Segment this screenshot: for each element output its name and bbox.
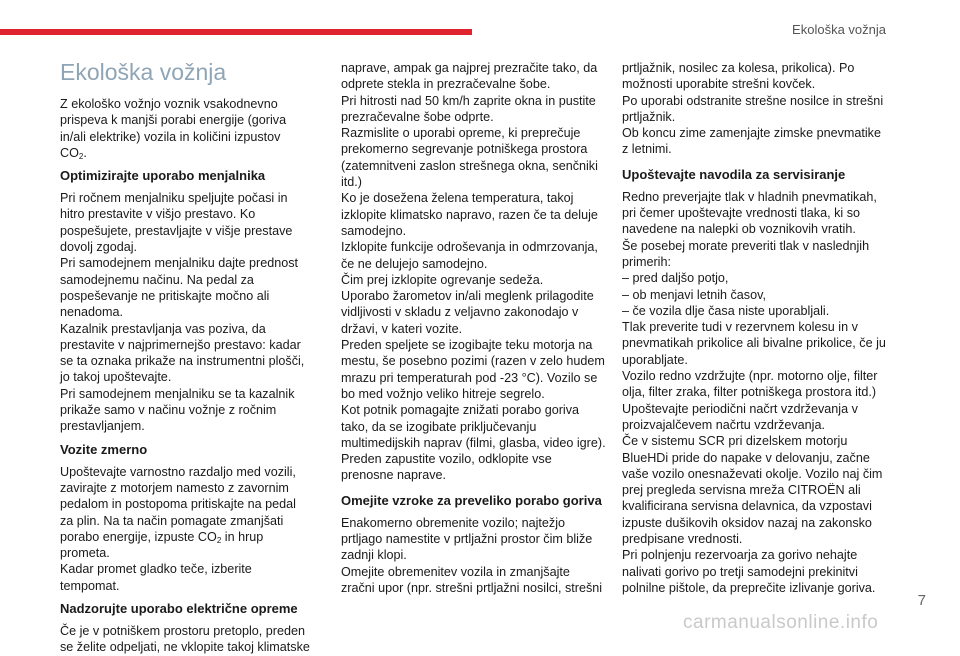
- intro-paragraph: [60, 96, 310, 161]
- column-1: [60, 58, 310, 656]
- section-paragraph: Redno preverjajte tlak v hladnih pnevmatikah, pri čemer upoštevajte vrednosti tlaka, ki so navedene na nalepki ob voznikovih vratih. Še posebej morate preveriti tlak v naslednjih primerih: – pred daljšo potjo, – ob menjavi letnih časov, – če vozila dlje časa niste uporabljali. Tlak preverite tudi v rezervnem kolesu in v pnevmatikah prikolice ali bivalne prikolice, če ju uporabljate. Vozilo redno vzdržujte (npr. motorno olje, filter olja, filter zraka, filter potniškega prostora itd.) Upoštevajte periodični načrt vzdrževanja v proizvajalčevem načrtu vzdrževanja. Če v sistemu SCR pri dizelskem motorju BlueHDi pride do napake v delovanju, začne vaše vozilo onesnaževati okolje. Vozilo naj čim prej pregleda servisna mreža CITROËN ali kvalificirana servisna delavnica, da vzpostavi izpuste dušikovih oksidov nazaj na zakonsko predpisane vrednosti. Pri polnjenju rezervoarja za gorivo nehajte nalivati gorivo po tretji samodejni prekinitvi polnilne pištole, da preprečite izlivanje goriva.: [622, 189, 886, 595]
- subscript: 2: [78, 151, 84, 161]
- subscript: 2: [216, 535, 222, 545]
- section-heading: Nadzorujte uporabo električne opreme: [60, 601, 298, 617]
- running-header: Ekološka vožnja: [792, 22, 886, 37]
- column-2: [341, 60, 606, 596]
- section-heading: Optimizirajte uporabo menjalnika: [60, 168, 266, 184]
- watermark: carmanualsonline.info: [683, 612, 879, 633]
- section-paragraph: naprave, ampak ga najprej prezračite tako, da odprete stekla in prezračevalne šobe. Pri hitrosti nad 50 km/h zaprite okna in pustite prezračevalne šobe odprte. Razmislite o uporabi opreme, ki preprečuje prekomerno segrevanje potniškega prostora (zatemnitveni zaslon strešnega okna, senčniki itd.) Ko je dosežena želena temperatura, takoj izklopite klimatsko napravo, razen če ta deluje samodejno. Izklopite funkcije odroševanja in odmrzovanja, če ne delujejo samodejno. Čim prej izklopite ogrevanje sedeža. Uporabo žarometov in/ali meglenk prilagodite vidljivosti v skladu z veljavno zakonodajo v državi, v kateri vozite. Preden speljete se izogibajte teku motorja na mestu, še posebno pozimi (razen v zelo hudem mrazu pri temperaturah pod -23 °C). Vozilo se bo med vožnjo veliko hitreje segrelo. Kot potnik pomagajte znižati porabo goriva tako, da se izogibate priključevanju multimedijskih naprav (filmi, glasba, video igre). Preden zapustite vozilo, odklopite vse prenosne naprave.: [341, 61, 606, 483]
- page-number: 7: [917, 592, 926, 609]
- intro-text: Z ekološko vožnjo voznik vsakodnevno prispeva k manjši porabi energije (goriva in/ali elektrike) vozila in količini izpustov CO: [60, 97, 287, 160]
- para-text: Upoštevajte varnostno razdaljo med vozili, zavirajte z motorjem namesto z zavornim pedalom in postopoma pritiskajte na pedal za plin. Na ta način pomagate zmanjšati porabo energije, izpuste CO: [60, 464, 296, 544]
- page-title: Ekološka vožnja: [60, 59, 227, 85]
- section-heading: Vozite zmerno: [60, 441, 148, 457]
- section-paragraph: Pri ročnem menjalniku speljujte počasi in hitro prestavite v višjo prestavo. Ko pospešujete, prestavljajte v višje prestave dovolj zgodaj. Pri samodejnem menjalniku dajte prednost samodejnemu načinu. Na pedal za pospeševanje ne pritiskajte močno ali nenadoma. Kazalnik prestavljanja vas poziva, da prestavite v najprimernejšo prestavo: kadar se ta oznaka prikaže na instrumentni plošči, jo takoj upoštevajte. Pri samodejnem menjalniku se ta kazalnik prikaže samo v načinu vožnje z ročnim prestavljanjem.: [60, 191, 305, 434]
- section-heading: Upoštevajte navodila za servisiranje: [622, 166, 846, 182]
- para-text-end: in hrup prometa. Kadar promet gladko teče, izberite tempomat.: [60, 529, 264, 593]
- section-paragraph: Če je v potniškem prostoru pretoplo, preden se želite odpeljati, ne vklopite takoj klimatske: [60, 624, 310, 655]
- section-paragraph: Enakomerno obremenite vozilo; najtežjo prtljago namestite v prtljažni prostor čim bliže zadnji klopi. Omejite obremenitev vozila in zmanjšajte zračni upor (npr. strešni prtljažni nosilci, strešni: [341, 515, 603, 595]
- column-3: [622, 60, 887, 596]
- intro-text-end: .: [83, 145, 87, 160]
- section-paragraph: prtljažnik, nosilec za kolesa, prikolica). Po možnosti uporabite strešni kovček. Po uporabi odstranite strešne nosilce in strešni prtljažnik. Ob koncu zime zamenjajte zimske pnevmatike z letnimi.: [622, 61, 884, 157]
- section-heading: Omejite vzroke za preveliko porabo goriva: [341, 492, 602, 508]
- header-accent-bar: [0, 29, 472, 35]
- section-paragraph: [60, 464, 310, 594]
